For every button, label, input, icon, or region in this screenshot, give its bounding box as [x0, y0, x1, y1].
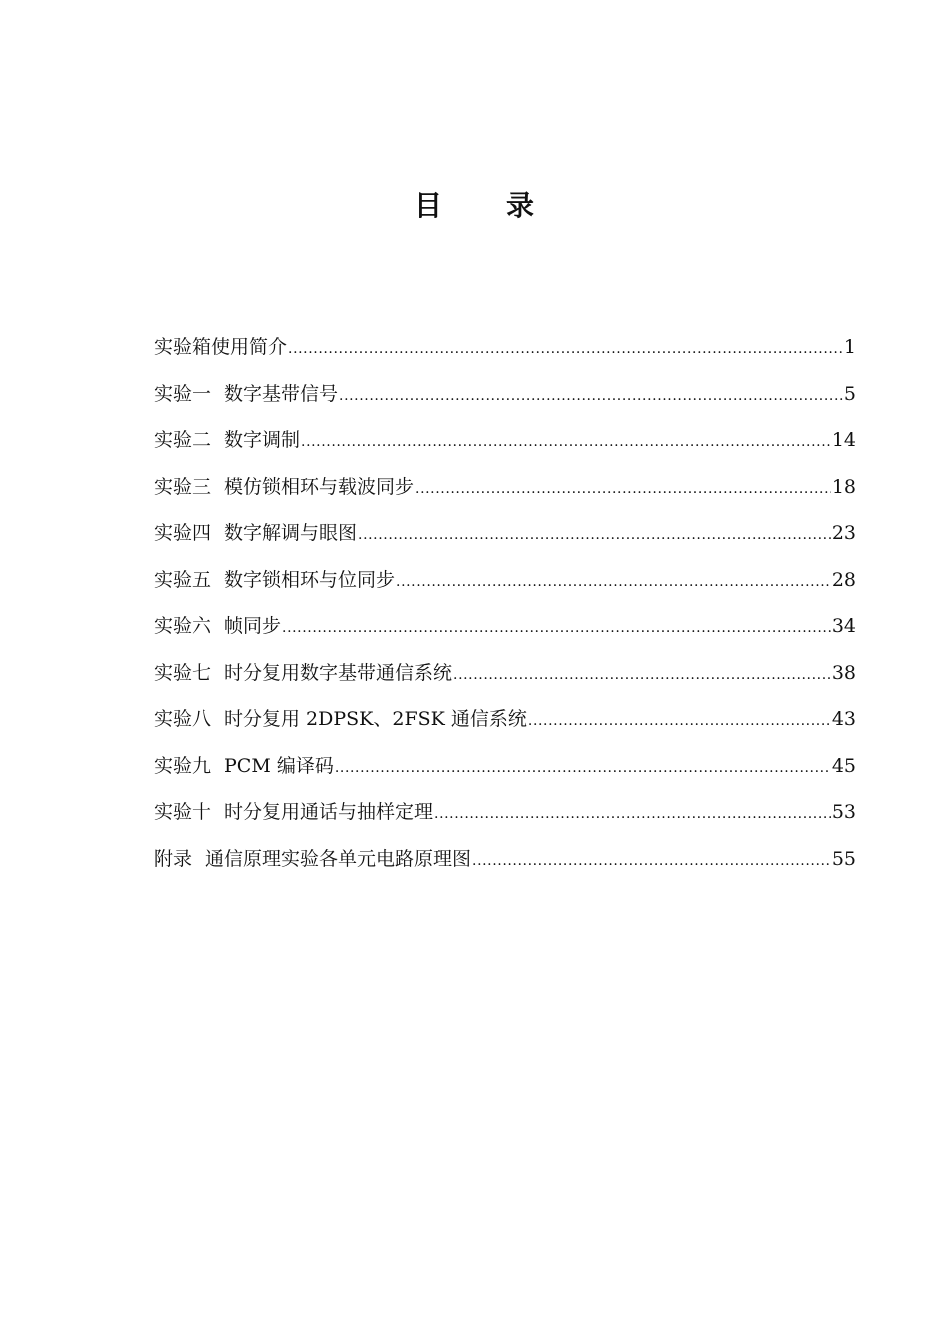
toc-leader-dots: [339, 377, 843, 413]
toc-entry-page: 1: [843, 336, 856, 358]
toc-entry[interactable]: [154, 656, 856, 703]
toc-entry-prefix: 实验七: [154, 661, 212, 684]
toc-entry-label: 数字锁相环与位同步: [224, 568, 396, 591]
toc-entry-label: 数字基带信号: [224, 382, 339, 405]
toc-leader-dots: [415, 470, 831, 506]
toc-entry-label: 时分复用数字基带通信系统: [224, 661, 453, 684]
toc-entry-page: 14: [831, 429, 856, 451]
toc-entry[interactable]: [154, 330, 856, 377]
toc-leader-dots: [301, 423, 831, 459]
toc-entry[interactable]: [154, 795, 856, 842]
toc-entry-label: 数字解调与眼图: [224, 522, 358, 544]
toc-entry-page: 45: [831, 754, 856, 777]
toc-title-char-1: 目: [413, 189, 444, 222]
toc-entry-prefix: 实验六: [154, 615, 212, 637]
toc-leader-dots: [472, 842, 831, 878]
toc-entry-prefix: 附录: [154, 847, 193, 870]
toc-entry-page: 34: [831, 615, 856, 637]
toc-leader-dots: [358, 516, 831, 552]
toc-entry[interactable]: [154, 609, 856, 656]
toc-entry[interactable]: [154, 842, 856, 889]
toc-title-char-2: 录: [506, 189, 537, 222]
toc-entry-prefix: 实验一: [154, 382, 212, 405]
toc-entry-label: 模仿锁相环与载波同步: [224, 475, 415, 498]
toc-entry-prefix: 实验十: [154, 801, 212, 823]
toc-entry-prefix: 实验五: [154, 568, 212, 591]
toc-entry-page: 18: [831, 475, 856, 498]
toc-leader-dots: [528, 702, 831, 738]
toc-title: [0, 184, 950, 224]
toc-entry-page: 43: [831, 708, 856, 730]
toc-leader-dots: [282, 609, 831, 645]
toc-entry[interactable]: [154, 516, 856, 563]
toc-entry-prefix: 实验九: [154, 754, 212, 777]
toc-entry-label: 实验箱使用简介: [154, 336, 288, 358]
toc-entry-prefix: 实验四: [154, 522, 212, 544]
toc-entry-label: 数字调制: [224, 429, 301, 451]
toc-list: [154, 330, 856, 888]
toc-entry-label: 帧同步: [224, 615, 282, 637]
toc-entry[interactable]: [154, 470, 856, 517]
toc-entry-page: 5: [843, 382, 856, 405]
toc-entry-prefix: 实验八: [154, 708, 212, 730]
toc-leader-dots: [396, 563, 831, 599]
toc-entry[interactable]: [154, 423, 856, 470]
toc-entry[interactable]: [154, 749, 856, 796]
toc-entry-label: 通信原理实验各单元电路原理图: [205, 847, 472, 870]
toc-leader-dots: [288, 330, 843, 366]
toc-entry-page: 23: [831, 522, 856, 544]
toc-entry-page: 53: [831, 801, 856, 823]
toc-entry-label: 时分复用 2DPSK、2FSK 通信系统: [224, 708, 527, 730]
toc-entry[interactable]: [154, 702, 856, 749]
toc-entry-prefix: 实验二: [154, 429, 212, 451]
toc-leader-dots: [453, 656, 831, 692]
toc-entry-page: 38: [831, 661, 856, 684]
toc-entry-page: 28: [831, 568, 856, 591]
toc-entry-label: PCM 编译码: [224, 754, 334, 777]
toc-entry[interactable]: [154, 563, 856, 610]
toc-leader-dots: [335, 749, 831, 785]
toc-entry[interactable]: [154, 377, 856, 424]
toc-entry-label: 时分复用通话与抽样定理: [224, 801, 434, 823]
toc-leader-dots: [434, 795, 831, 831]
toc-entry-prefix: 实验三: [154, 475, 212, 498]
toc-entry-page: 55: [831, 847, 856, 870]
